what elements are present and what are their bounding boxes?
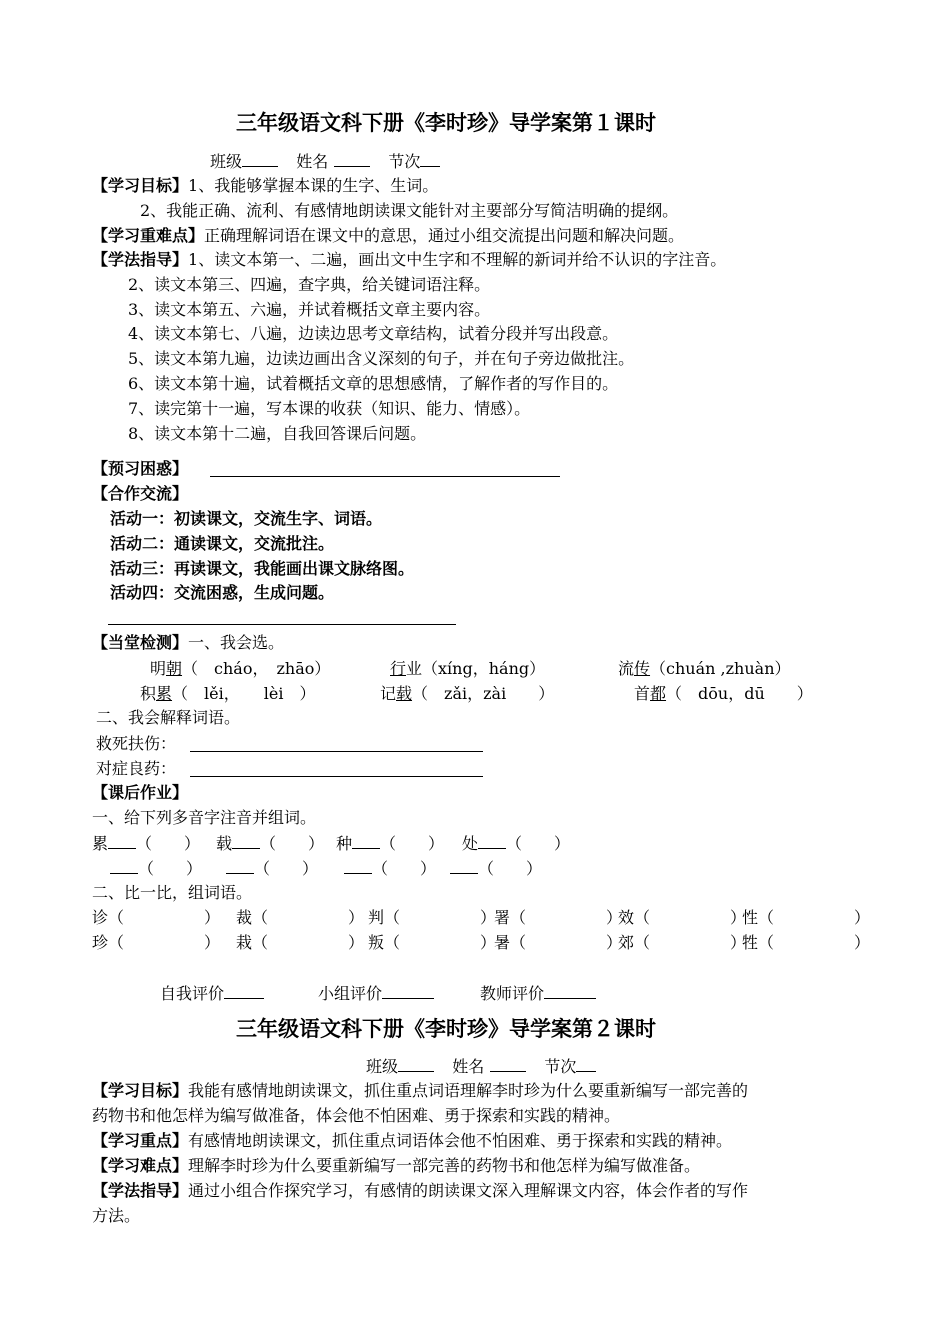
pinyin-choice-1[interactable]: [150, 658, 330, 680]
class-blank[interactable]: [242, 150, 278, 167]
poly-blank[interactable]: [450, 857, 478, 874]
pinyin-options: （ zǎi，zài ）: [412, 684, 555, 703]
pinyin-choice-2[interactable]: [390, 658, 545, 680]
compare-char: 效: [618, 908, 635, 927]
difficulty-text: 理解李时珍为什么要重新编写一部完善的药物书和他怎样为编写做准备。: [188, 1156, 701, 1175]
lesson2-key-points: [92, 1130, 732, 1152]
key-text: 有感情地朗读课文，抓住重点词语体会他不怕困难、勇于探索和实践的精神。: [188, 1131, 733, 1150]
word-explain-1: 救死扶伤：: [96, 734, 177, 753]
homework-part-1: 一、给下列多音字注音并组词。: [92, 808, 317, 827]
pinyin-target-char: 载: [396, 684, 413, 703]
group-eval-blank[interactable]: [382, 982, 434, 999]
lesson1-key-points: [92, 225, 684, 247]
name-blank[interactable]: [490, 1055, 526, 1072]
poly-blank[interactable]: [110, 857, 138, 874]
compare-char: 裁: [236, 908, 253, 927]
method-text-1: 通过小组合作探究学习，有感情的朗读课文深入理解课文内容，体会作者的写作: [188, 1181, 749, 1200]
test-part-1: 一、我会选。: [188, 633, 285, 652]
pinyin-prefix: 记: [380, 684, 397, 703]
preview-label: 【预习困惑】: [92, 459, 189, 478]
period-label: 节次: [388, 152, 421, 171]
name-label: 姓名: [452, 1057, 485, 1076]
compare-char: 栽: [236, 933, 253, 952]
poly-char-label: 累: [92, 834, 109, 853]
pinyin-options: （ dōu，dū ）: [666, 684, 813, 703]
pinyin-choice-4[interactable]: [140, 683, 315, 705]
pinyin-choice-3[interactable]: [618, 658, 791, 680]
pinyin-prefix: 首: [634, 684, 651, 703]
key-label: 【学习重点】: [92, 1131, 189, 1150]
lesson2-difficulties: [92, 1155, 700, 1177]
pinyin-target-char: 传: [634, 659, 651, 678]
homework-label: 【课后作业】: [92, 783, 189, 802]
test-label: 【当堂检测】: [92, 633, 189, 652]
poly-char-3-alt[interactable]: （ ）: [344, 857, 436, 880]
word-explain-2-line[interactable]: [190, 776, 483, 777]
pinyin-prefix: 流: [618, 659, 635, 678]
goal-2: 2、我能正确、流利、有感情地朗读课文能针对主要部分写简洁明确的提纲。: [140, 201, 679, 220]
compare-r2-c5[interactable]: 郊（ ）: [618, 933, 747, 952]
goals-label: 【学习目标】: [92, 1081, 189, 1100]
goals-text-1: 我能有感情地朗读课文，抓住重点词语理解李时珍为什么要重新编写一部完善的: [188, 1081, 749, 1100]
poly-char-4[interactable]: 处 （ ）: [462, 834, 571, 853]
name-blank[interactable]: [334, 150, 370, 167]
lesson1-title: 三年级语文科下册《李时珍》导学案第１课时: [236, 110, 656, 135]
lesson2-goals: [92, 1080, 748, 1102]
compare-r1-c2[interactable]: 裁（ ）: [236, 908, 365, 927]
teacher-eval-label: 教师评价: [480, 984, 545, 1003]
compare-char: 判: [368, 908, 385, 927]
pinyin-target-char: 行: [390, 659, 407, 678]
activity-answer-line[interactable]: [108, 624, 456, 625]
homework-part-2: 二、比一比，组词语。: [92, 883, 253, 902]
group-eval[interactable]: [318, 982, 434, 1005]
pinyin-options: （ lěi， lèi ）: [172, 684, 316, 703]
word-explain-1-line[interactable]: [190, 751, 483, 752]
teacher-eval-blank[interactable]: [544, 982, 596, 999]
compare-char: 牲: [742, 933, 759, 952]
pinyin-choice-5[interactable]: [380, 683, 554, 705]
compare-r1-c4[interactable]: 署（ ）: [494, 908, 623, 927]
test-heading: [92, 632, 284, 654]
compare-char: 性: [742, 908, 759, 927]
pinyin-target-char: 都: [650, 684, 667, 703]
lesson2-title: 三年级语文科下册《李时珍》导学案第２课时: [236, 1016, 656, 1041]
compare-char: 珍: [92, 933, 109, 952]
lesson1-student-info: [210, 150, 440, 173]
self-eval-blank[interactable]: [224, 982, 264, 999]
compare-r2-c1[interactable]: 珍（ ）: [92, 933, 221, 952]
method-step-7: 7、读完第十一遍，写本课的收获（知识、能力、情感）。: [128, 399, 531, 418]
goal-1: 1、我能够掌握本课的生字、生词。: [188, 176, 439, 195]
self-eval-label: 自我评价: [160, 984, 225, 1003]
method-step-5: 5、读文本第九遍，边读边画出含义深刻的句子，并在句子旁边做批注。: [128, 349, 635, 368]
poly-char-3[interactable]: 种 （ ）: [336, 834, 445, 853]
class-blank[interactable]: [398, 1055, 434, 1072]
pinyin-options: （xíng，háng）: [422, 659, 546, 678]
method-step-8: 8、读文本第十二遍，自我回答课后问题。: [128, 424, 427, 443]
compare-r1-c3[interactable]: 判（ ）: [368, 908, 497, 927]
activity-2: 活动二：通读课文，交流批注。: [110, 534, 335, 553]
compare-char: 署: [494, 908, 511, 927]
class-label: 班级: [210, 152, 243, 171]
lesson1-goals: [92, 175, 438, 197]
pinyin-target-char: 累: [156, 684, 173, 703]
pinyin-prefix: 明: [150, 659, 167, 678]
lesson2-method: [92, 1180, 748, 1202]
method-step-6: 6、读文本第十遍，试着概括文章的思想感情，了解作者的写作目的。: [128, 374, 619, 393]
method-label: 【学法指导】: [92, 1181, 189, 1200]
self-eval[interactable]: [160, 982, 264, 1005]
compare-r2-c4[interactable]: 暑（ ）: [494, 933, 623, 952]
poly-char-label: 种: [336, 834, 353, 853]
compare-char: 诊: [92, 908, 109, 927]
poly-blank[interactable]: [226, 857, 254, 874]
lesson1-method: [92, 249, 726, 271]
goals-label: 【学习目标】: [92, 176, 189, 195]
method-step-3: 3、读文本第五、六遍，并试着概括文章主要内容。: [128, 300, 491, 319]
preview-answer-line[interactable]: [210, 476, 560, 477]
poly-char-label: 载: [216, 834, 233, 853]
key-text: 正确理解词语在课文中的意思，通过小组交流提出问题和解决问题。: [204, 226, 685, 245]
poly-blank[interactable]: [232, 832, 260, 849]
key-label: 【学习重难点】: [92, 226, 205, 245]
difficulty-label: 【学习难点】: [92, 1156, 189, 1175]
period-label: 节次: [544, 1057, 577, 1076]
activity-3: 活动三：再读课文，我能画出课文脉络图。: [110, 559, 415, 578]
activity-1: 活动一：初读课文，交流生字、词语。: [110, 509, 383, 528]
poly-blank[interactable]: [344, 857, 372, 874]
name-label: 姓名: [296, 152, 329, 171]
method-text-2: 方法。: [92, 1206, 141, 1225]
compare-char: 郊: [618, 933, 635, 952]
compare-char: 暑: [494, 933, 511, 952]
word-explain-2: 对症良药：: [96, 759, 177, 778]
pinyin-options: （ cháo， zhāo）: [182, 659, 331, 678]
poly-char-1-alt[interactable]: （ ）: [110, 857, 202, 880]
teacher-eval[interactable]: [480, 982, 596, 1005]
activity-4: 活动四：交流困惑，生成问题。: [110, 583, 335, 602]
poly-blank[interactable]: [108, 832, 136, 849]
group-eval-label: 小组评价: [318, 984, 383, 1003]
class-label: 班级: [366, 1057, 399, 1076]
method-step-4: 4、读文本第七、八遍，边读边思考文章结构，试着分段并写出段意。: [128, 324, 619, 343]
pinyin-prefix: 积: [140, 684, 157, 703]
goals-text-2: 药物书和他怎样为编写做准备，体会他不怕困难、勇于探索和实践的精神。: [92, 1106, 621, 1125]
method-step-1: 1、读文本第一、二遍，画出文中生字和不理解的新词并给不认识的字注音。: [188, 250, 727, 269]
poly-blank[interactable]: [352, 832, 380, 849]
pinyin-suffix: 业: [406, 659, 423, 678]
poly-char-2-alt[interactable]: （ ）: [226, 857, 318, 880]
pinyin-options: （chuán ,zhuàn）: [650, 659, 791, 678]
compare-r1-c6[interactable]: 性（ ）: [742, 908, 871, 927]
poly-char-label: 处: [462, 834, 479, 853]
coop-label: 【合作交流】: [92, 484, 189, 503]
pinyin-choice-6[interactable]: [634, 683, 813, 705]
compare-r2-c2[interactable]: 栽（ ）: [236, 933, 365, 952]
poly-char-1[interactable]: 累 （ ）: [92, 834, 201, 853]
compare-char: 叛: [368, 933, 385, 952]
lesson2-student-info: [366, 1055, 596, 1078]
compare-r1-c5[interactable]: 效（ ）: [618, 908, 747, 927]
method-label: 【学法指导】: [92, 250, 189, 269]
compare-r2-c6[interactable]: 牲（ ）: [742, 933, 871, 952]
poly-blank[interactable]: [478, 832, 506, 849]
compare-r2-c3[interactable]: 叛（ ）: [368, 933, 497, 952]
compare-r1-c1[interactable]: 诊（ ）: [92, 908, 221, 927]
pinyin-target-char: 朝: [166, 659, 183, 678]
poly-char-4-alt[interactable]: （ ）: [450, 857, 542, 880]
method-step-2: 2、读文本第三、四遍，查字典，给关键词语注释。: [128, 275, 491, 294]
period-blank[interactable]: [576, 1055, 596, 1072]
period-blank[interactable]: [420, 150, 440, 167]
poly-char-2[interactable]: 载 （ ）: [216, 834, 325, 853]
test-part-2: 二、我会解释词语。: [96, 708, 241, 727]
